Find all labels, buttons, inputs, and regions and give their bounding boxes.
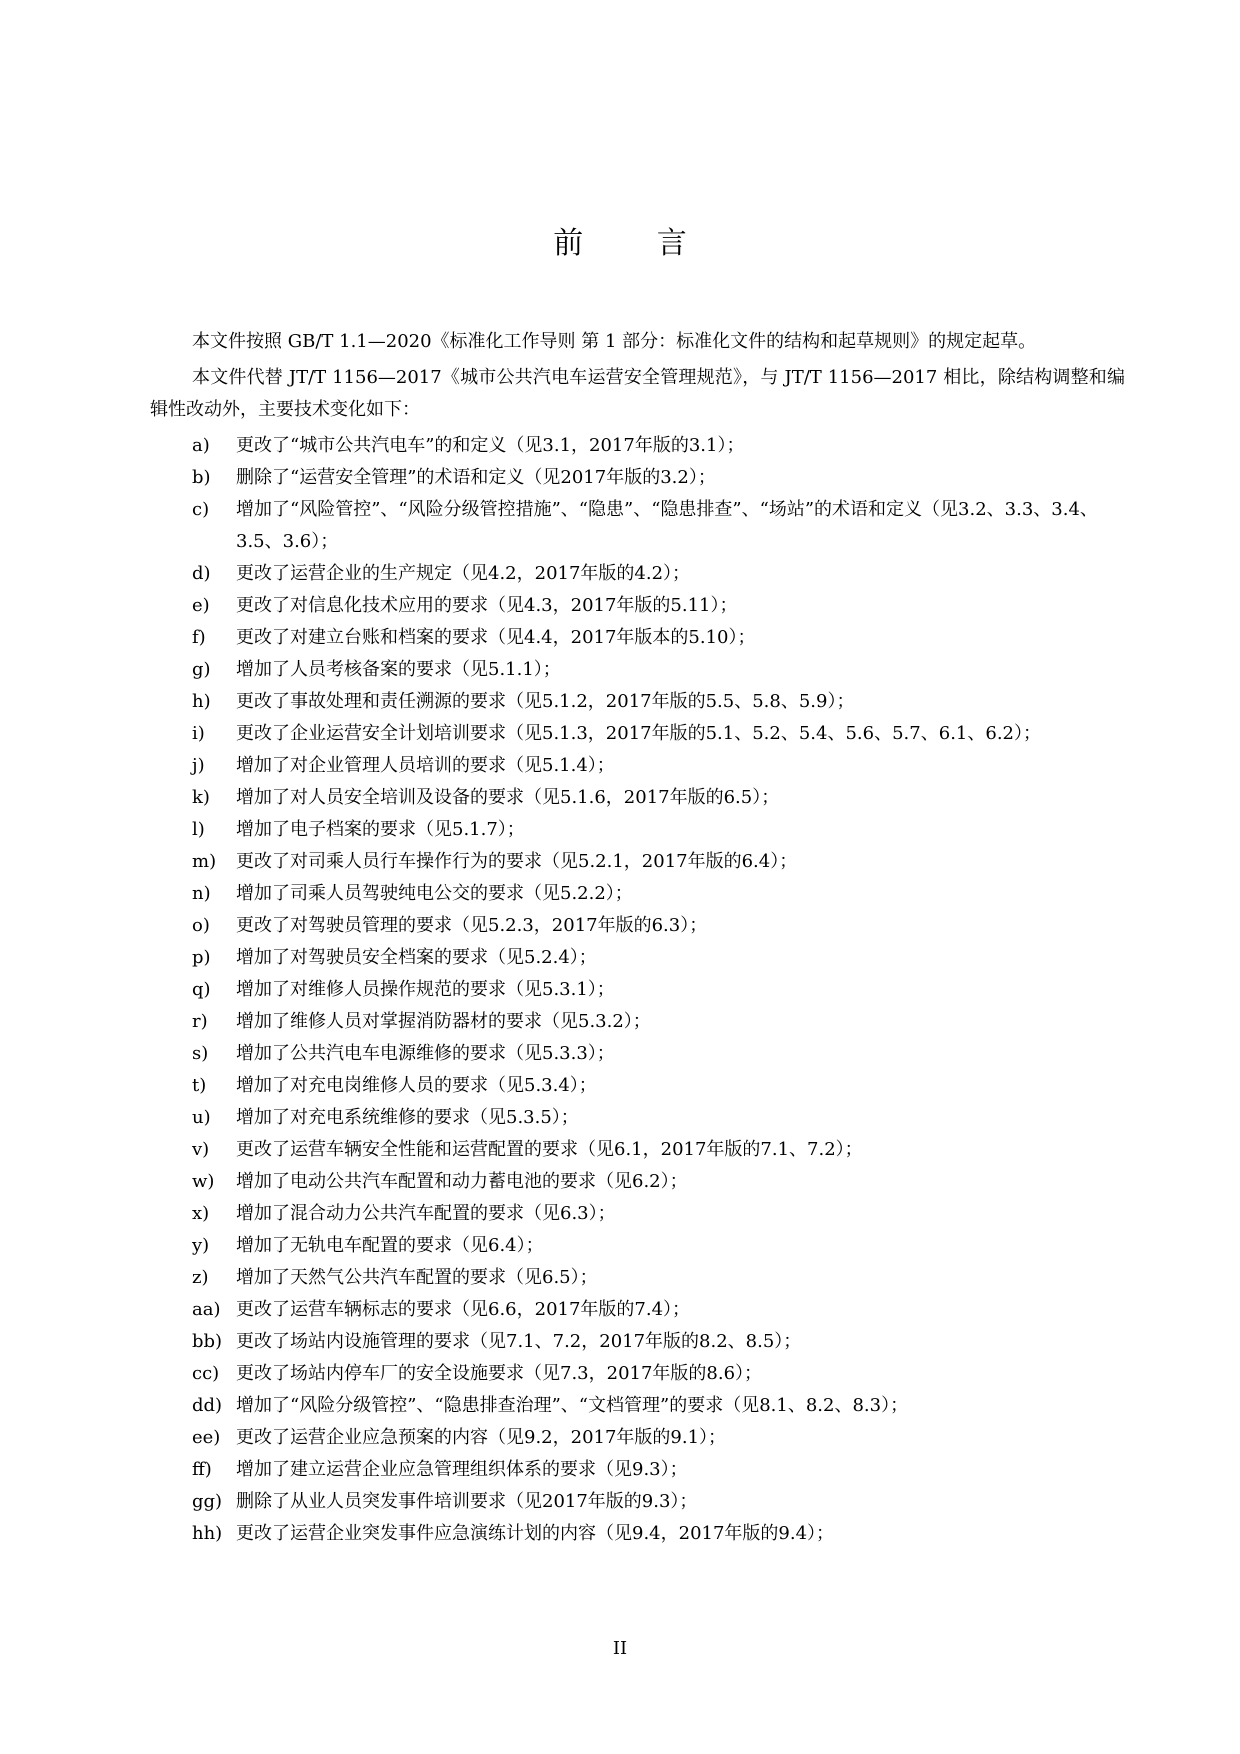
list-item-marker: hh) <box>192 1523 223 1544</box>
list-item-marker: y) <box>192 1235 210 1256</box>
list-item-text: 删除了“运营安全管理”的术语和定义（见2017年版的3.2）； <box>236 467 716 488</box>
list-item-marker: k) <box>192 787 210 808</box>
list-item-marker: f) <box>192 627 206 648</box>
list-item-text: 更改了运营企业突发事件应急演练计划的内容（见9.4，2017年版的9.4）； <box>236 1523 835 1544</box>
list-item <box>150 718 1125 750</box>
list-item-text: 更改了场站内设施管理的要求（见7.1、7.2，2017年版的8.2、8.5）； <box>236 1331 802 1352</box>
list-item <box>150 814 1125 846</box>
list-item-text: 增加了对人员安全培训及设备的要求（见5.1.6，2017年版的6.5）； <box>236 787 780 808</box>
list-item <box>150 1518 1125 1550</box>
list-item-text: 增加了电动公共汽车配置和动力蓄电池的要求（见6.2）； <box>236 1171 688 1192</box>
list-item <box>150 910 1125 942</box>
list-item <box>150 750 1125 782</box>
list-item-marker: v) <box>192 1139 210 1160</box>
list-item-marker: r) <box>192 1011 208 1032</box>
list-item <box>150 686 1125 718</box>
list-item-marker: t) <box>192 1075 207 1096</box>
list-item-marker: m) <box>192 851 217 872</box>
list-item-marker: c) <box>192 499 210 520</box>
list-item-text: 增加了电子档案的要求（见5.1.7）； <box>236 819 525 840</box>
technical-changes-list <box>150 430 1125 1550</box>
list-item-marker: o) <box>192 915 210 936</box>
paragraph-drafting-basis: 本文件按照 GB/T 1.1—2020《标准化工作导则 第 1 部分：标准化文件的结构和起草规则》的规定起草。 <box>192 331 1037 352</box>
list-item <box>150 878 1125 910</box>
list-item-text: 更改了对信息化技术应用的要求（见4.3，2017年版的5.11）； <box>236 595 738 616</box>
page-title: 前 言 <box>553 226 719 261</box>
list-item <box>150 782 1125 814</box>
list-item-text: 增加了建立运营企业应急管理组织体系的要求（见9.3）； <box>236 1459 688 1480</box>
list-item <box>150 654 1125 686</box>
list-item-marker: q) <box>192 979 211 1000</box>
list-item <box>150 494 1125 558</box>
list-item <box>150 1102 1125 1134</box>
list-item-text: 增加了天然气公共汽车配置的要求（见6.5）； <box>236 1267 598 1288</box>
list-item-text: 更改了事故处理和责任溯源的要求（见5.1.2，2017年版的5.5、5.8、5.9）； <box>236 691 855 712</box>
list-item-marker: b) <box>192 467 211 488</box>
list-item-text: 更改了企业运营安全计划培训要求（见5.1.3，2017年版的5.1、5.2、5.4、5.6、5.7、6.1、6.2）； <box>236 723 1041 744</box>
list-item <box>150 1038 1125 1070</box>
list-item <box>150 430 1125 462</box>
list-item <box>150 622 1125 654</box>
list-item-marker: x) <box>192 1203 210 1224</box>
list-item <box>150 558 1125 590</box>
list-item <box>150 1422 1125 1454</box>
list-item-marker: gg) <box>192 1491 223 1512</box>
foreword-body <box>150 326 1125 1550</box>
list-item-marker: j) <box>192 755 205 776</box>
list-item-text: 增加了对企业管理人员培训的要求（见5.1.4）； <box>236 755 615 776</box>
list-item-text: 更改了对驾驶员管理的要求（见5.2.3，2017年版的6.3）； <box>236 915 708 936</box>
list-item-text: 增加了对充电岗维修人员的要求（见5.3.4）； <box>236 1075 597 1096</box>
list-item-text: 增加了对驾驶员安全档案的要求（见5.2.4）； <box>236 947 597 968</box>
list-item-text: 删除了从业人员突发事件培训要求（见2017年版的9.3）； <box>236 1491 698 1512</box>
list-item-marker: d) <box>192 563 211 584</box>
list-item <box>150 590 1125 622</box>
list-item-marker: n) <box>192 883 211 904</box>
list-item-text: 增加了公共汽电车电源维修的要求（见5.3.3）； <box>236 1043 615 1064</box>
list-item-marker: u) <box>192 1107 211 1128</box>
list-item <box>150 1262 1125 1294</box>
list-item-marker: i) <box>192 723 205 744</box>
list-item-text: 增加了混合动力公共汽车配置的要求（见6.3）； <box>236 1203 616 1224</box>
list-item <box>150 846 1125 878</box>
list-item-text: 增加了对维修人员操作规范的要求（见5.3.1）； <box>236 979 615 1000</box>
list-item-marker: g) <box>192 659 211 680</box>
list-item-text: 增加了人员考核备案的要求（见5.1.1）； <box>236 659 561 680</box>
list-item <box>150 1390 1125 1422</box>
list-item <box>150 1134 1125 1166</box>
list-item-text: 增加了无轨电车配置的要求（见6.4）； <box>236 1235 544 1256</box>
list-item <box>150 1070 1125 1102</box>
list-item-text: 更改了对司乘人员行车操作行为的要求（见5.2.1，2017年版的6.4）； <box>236 851 798 872</box>
list-item <box>150 974 1125 1006</box>
list-item-marker: e) <box>192 595 210 616</box>
list-item-marker: dd) <box>192 1395 223 1416</box>
list-item <box>150 1326 1125 1358</box>
page-number: II <box>612 1638 628 1659</box>
list-item-marker: ee) <box>192 1427 221 1448</box>
list-item <box>150 1166 1125 1198</box>
list-item-marker: bb) <box>192 1331 223 1352</box>
list-item-marker: p) <box>192 947 211 968</box>
list-item-text: 更改了运营车辆标志的要求（见6.6，2017年版的7.4）； <box>236 1299 691 1320</box>
list-item-marker: h) <box>192 691 211 712</box>
list-item <box>150 1230 1125 1262</box>
list-item <box>150 1486 1125 1518</box>
list-item-text: 更改了对建立台账和档案的要求（见4.4，2017年版本的5.10）； <box>236 627 756 648</box>
list-item-text: 更改了运营企业的生产规定（见4.2，2017年版的4.2）； <box>236 563 691 584</box>
list-item <box>150 1294 1125 1326</box>
list-item <box>150 942 1125 974</box>
list-item-marker: ff) <box>192 1459 212 1480</box>
list-item-marker: l) <box>192 819 205 840</box>
list-item-marker: a) <box>192 435 210 456</box>
list-item <box>150 1198 1125 1230</box>
list-item-text: 更改了运营企业应急预案的内容（见9.2，2017年版的9.1）； <box>236 1427 727 1448</box>
list-item-marker: s) <box>192 1043 209 1064</box>
paragraph-replacement-statement: 本文件代替 JT/T 1156—2017《城市公共汽电车运营安全管理规范》，与 JT/T 1156—2017 相比，除结构调整和编辑性改动外，主要技术变化如下： <box>150 367 1125 420</box>
list-item-marker: w) <box>192 1171 215 1192</box>
list-item-marker: cc) <box>192 1363 220 1384</box>
list-item-text: 增加了“风险管控”、“风险分级管控措施”、“隐患”、“隐患排查”、“场站”的术语和定义（见3.2、3.3、3.4、3.5、3.6）； <box>236 499 1098 552</box>
list-item <box>150 462 1125 494</box>
list-item-text: 更改了运营车辆安全性能和运营配置的要求（见6.1，2017年版的7.1、7.2）； <box>236 1139 863 1160</box>
list-item-marker: aa) <box>192 1299 221 1320</box>
list-item <box>150 1454 1125 1486</box>
list-item-text: 增加了司乘人员驾驶纯电公交的要求（见5.2.2）； <box>236 883 633 904</box>
list-item <box>150 1006 1125 1038</box>
list-item-text: 更改了场站内停车厂的安全设施要求（见7.3，2017年版的8.6）； <box>236 1363 763 1384</box>
list-item-text: 更改了“城市公共汽电车”的和定义（见3.1，2017年版的3.1）； <box>236 435 745 456</box>
list-item <box>150 1358 1125 1390</box>
list-item-text: 增加了对充电系统维修的要求（见5.3.5）； <box>236 1107 579 1128</box>
list-item-marker: z) <box>192 1267 209 1288</box>
list-item-text: 增加了“风险分级管控”、“隐患排查治理”、“文档管理”的要求（见8.1、8.2、8.3）； <box>236 1395 909 1416</box>
list-item-text: 增加了维修人员对掌握消防器材的要求（见5.3.2）； <box>236 1011 651 1032</box>
